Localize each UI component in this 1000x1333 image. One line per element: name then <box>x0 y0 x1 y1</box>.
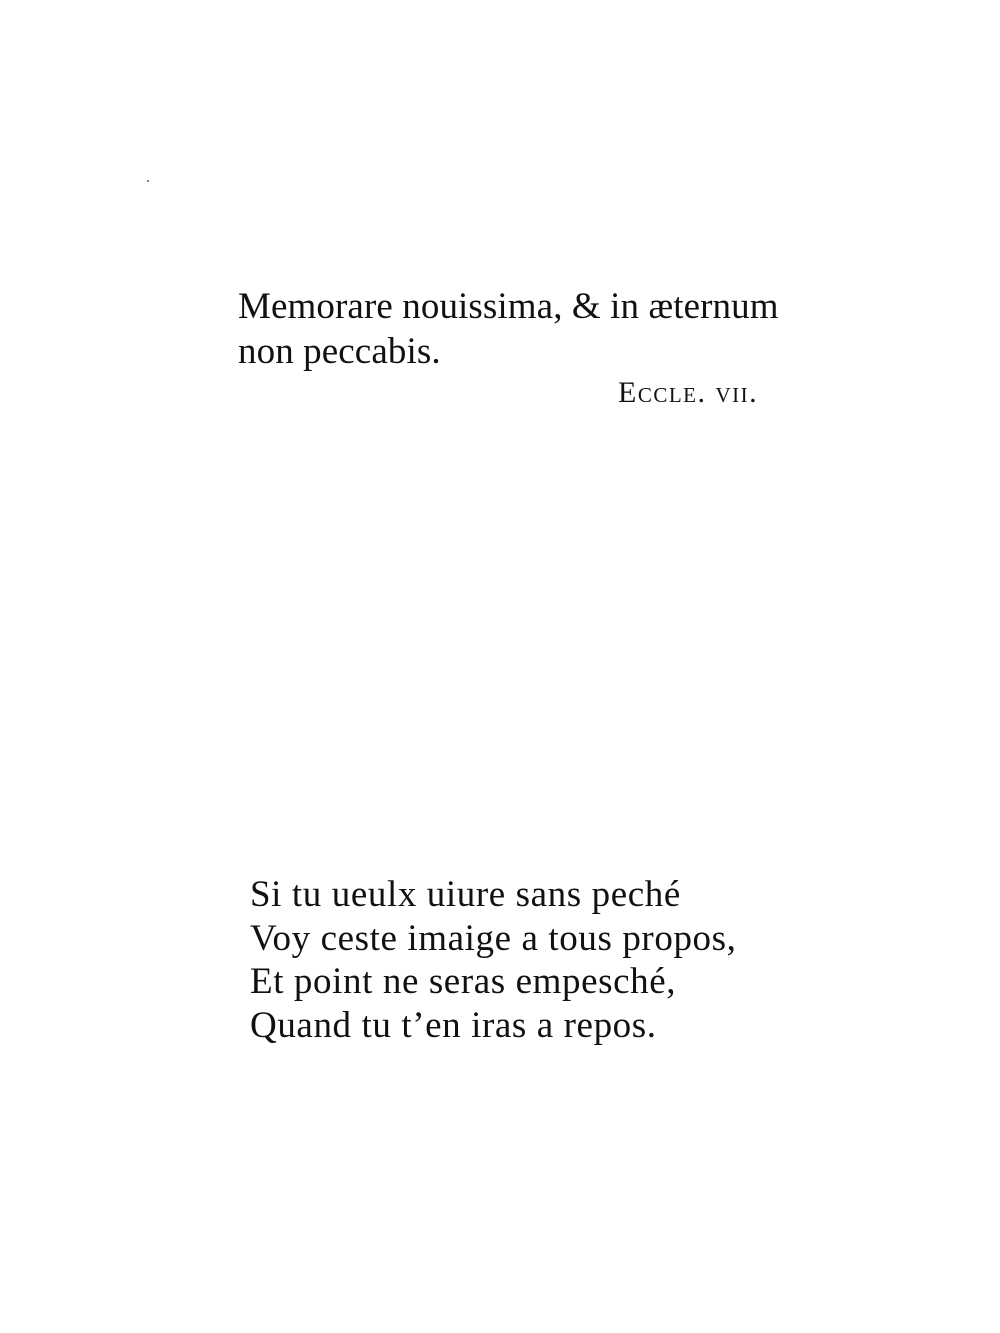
verse-line-2: Voy ceste imaige a tous propos, <box>250 917 737 959</box>
verse-line-4: Quand tu t’en iras a repos. <box>250 1004 657 1046</box>
verse-line-3: Et point ne seras empesché, <box>250 961 677 1002</box>
verse-line-1: Si tu ueulx uiure sans peché <box>250 874 681 915</box>
french-verse <box>250 873 890 1047</box>
epigraph-citation: Eccle. vii. <box>618 376 759 409</box>
latin-epigraph <box>238 284 878 374</box>
epigraph-line-1: Memorare nouissima, & in æternum <box>238 286 779 327</box>
epigraph-line-2: non peccabis. <box>238 331 441 372</box>
stray-ink-mark <box>147 180 149 182</box>
